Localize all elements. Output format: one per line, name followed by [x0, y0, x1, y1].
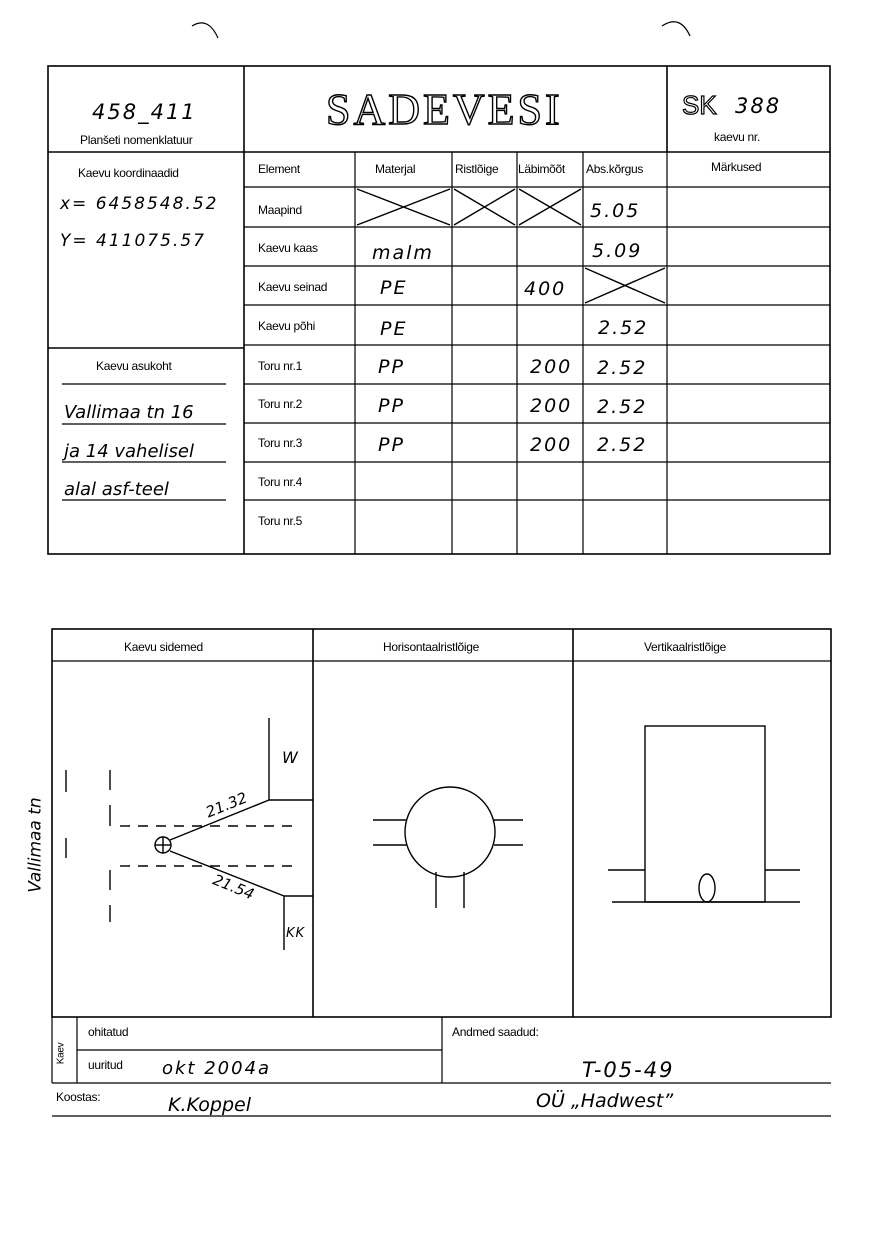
cell-materjal: PP — [378, 395, 405, 417]
location-label: Kaevu asukoht — [96, 359, 172, 373]
company-name: OÜ „Hadwest” — [536, 1090, 674, 1112]
cell-abs: 2.52 — [597, 357, 648, 379]
row-label: Kaevu seinad — [258, 280, 328, 294]
connections-sketch — [66, 718, 313, 950]
col-header-element: Element — [258, 162, 300, 176]
andmed-label: Andmed saadud: — [452, 1025, 539, 1039]
row-label: Toru nr.2 — [258, 397, 302, 411]
diagram-frame — [52, 629, 831, 1017]
tag-kk: KK — [286, 926, 306, 941]
coords-label: Kaevu koordinaadid — [78, 166, 179, 180]
cell-abs: 5.05 — [590, 200, 641, 222]
uuritud-label: uuritud — [88, 1058, 123, 1072]
cell-materjal: PE — [380, 277, 408, 299]
punch-mark-left — [192, 23, 218, 38]
cell-labimoot: 200 — [530, 356, 573, 378]
nomenclature-value: 458_411 — [92, 100, 197, 124]
page-title: SADEVESI — [326, 85, 563, 134]
row-label: Toru nr.3 — [258, 436, 302, 450]
connections-label: Kaevu sidemed — [124, 640, 203, 654]
row-label: Maapind — [258, 203, 302, 217]
cell-labimoot: 200 — [530, 395, 573, 417]
horizontal-section-drawing — [373, 787, 523, 908]
row-label: Kaevu kaas — [258, 241, 318, 255]
horizontal-section-label: Horisontaalristlõige — [383, 640, 480, 654]
cell-abs: 2.52 — [597, 396, 648, 418]
col-header-labimoot: Läbimõõt — [518, 162, 565, 176]
koostas-value: K.Koppel — [168, 1094, 251, 1116]
row-label: Toru nr.4 — [258, 475, 302, 489]
well-no-prefix: SK — [682, 90, 717, 120]
kaev-label: Kaev — [55, 1042, 67, 1065]
tag-w: W — [282, 748, 298, 767]
col-header-abs: Abs.kõrgus — [586, 162, 644, 176]
well-no-label: kaevu nr. — [714, 130, 760, 144]
col-header-materjal: Materjal — [375, 162, 416, 176]
street-name: Vallimaa tn — [25, 797, 46, 893]
location-line-1: Vallimaa tn 16 — [64, 402, 194, 423]
location-line-2: ja 14 vahelisel — [64, 441, 194, 462]
cell-abs: 5.09 — [592, 240, 643, 262]
distance-1: 21.32 — [203, 788, 250, 822]
cell-materjal: malm — [372, 242, 434, 264]
col-header-markused: Märkused — [711, 160, 762, 174]
nomenclature-label: Planšeti nomenklatuur — [80, 133, 193, 147]
vertical-section-label: Vertikaalristlõige — [644, 640, 726, 654]
uuritud-value: okt 2004a — [162, 1058, 272, 1079]
row-label: Kaevu põhi — [258, 319, 316, 333]
punch-mark-right — [662, 22, 690, 36]
row-label: Toru nr.5 — [258, 514, 302, 528]
well-no-value: 388 — [735, 94, 782, 118]
vertical-section-drawing — [608, 726, 800, 902]
cell-materjal: PP — [378, 356, 405, 378]
distance-2: 21.54 — [210, 870, 257, 904]
koostas-label: Koostas: — [56, 1090, 101, 1104]
col-header-ristloige: Ristlõige — [455, 162, 499, 176]
ohitatud-label: ohitatud — [88, 1025, 129, 1039]
coord-y: Y= 411075.57 — [60, 231, 206, 251]
location-line-3: alal asf-teel — [64, 479, 169, 500]
cell-materjal: PE — [380, 318, 408, 340]
coord-x: x= 6458548.52 — [60, 194, 219, 214]
andmed-value: T-05-49 — [582, 1058, 675, 1082]
cell-labimoot: 400 — [524, 278, 567, 300]
cell-abs: 2.52 — [597, 434, 648, 456]
cell-materjal: PP — [378, 434, 405, 456]
cell-abs: 2.52 — [598, 317, 649, 339]
cell-labimoot: 200 — [530, 434, 573, 456]
row-label: Toru nr.1 — [258, 359, 302, 373]
